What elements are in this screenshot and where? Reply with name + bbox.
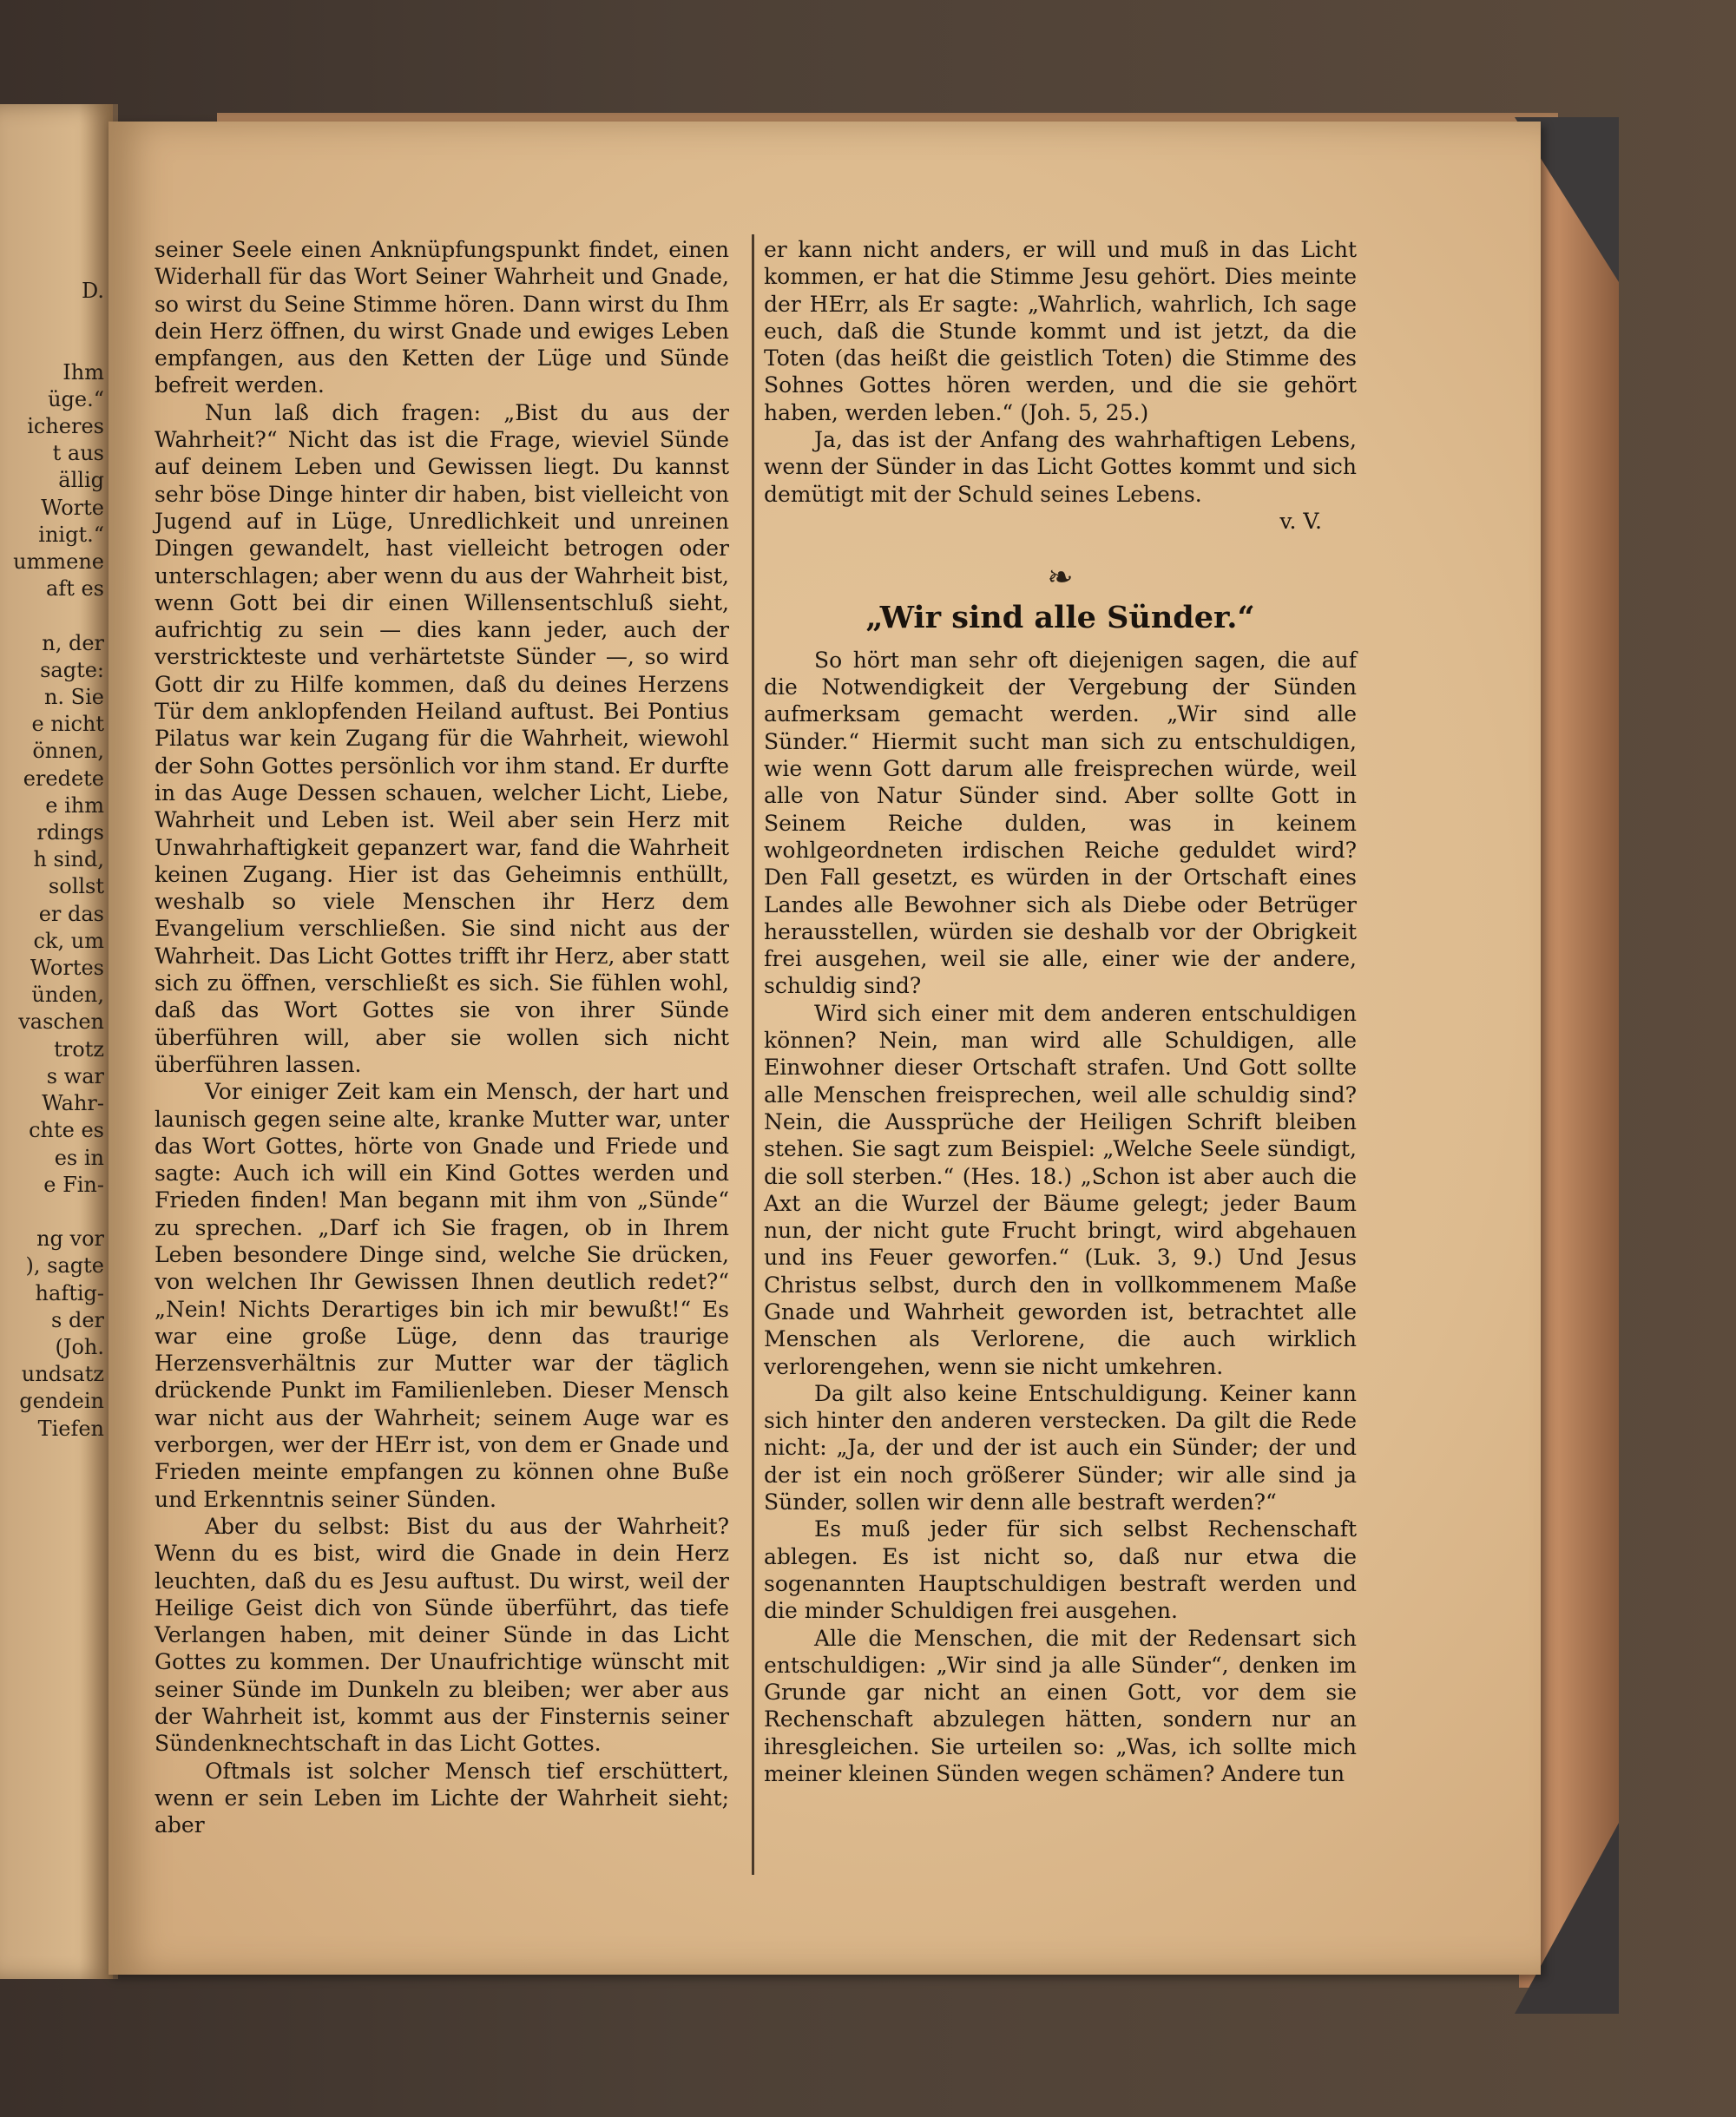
right-column-continuation — [764, 236, 1357, 508]
left-page-fragment: (Joh. — [55, 1334, 104, 1359]
right-text-column — [764, 236, 1357, 1787]
left-page-fragment: ällig — [58, 468, 104, 493]
left-page-fragment: aft es — [46, 576, 104, 602]
left-page-fragment: n. Sie — [43, 685, 104, 710]
paragraph: er kann nicht anders, er will und muß in das Licht kommen, er hat die Stimme Jesu gehört. Dies meinte der HErr, als Er sagte: „Wahrlich, wahrlich, Ich sage euch, daß die Stunde kommt und ist jetzt, da die Toten (das heißt die geistlich Toten) die Stimme des Sohnes Gottes hören werden, und die sie gehört haben, werden leben.“ (Joh. 5, 25.) — [764, 237, 1357, 425]
left-page-fragment: sagte: — [40, 657, 104, 682]
left-page-fragment: eredete — [23, 766, 104, 791]
left-page-fragment: trotz — [54, 1036, 104, 1062]
left-page-fragment: ng vor — [36, 1226, 104, 1252]
left-page-fragment: haftig- — [35, 1280, 104, 1305]
paragraph: seiner Seele einen Anknüpfungspunkt findet, einen Widerhall für das Wort Seiner Wahrheit und Gnade, so wirst du Seine Stimme hören. Dann wirst du Ihm dein Herz öffnen, du wirst Gnade und ewiges Leben empfangen, aus den Ketten der Lüge und Sünde befreit werden. — [155, 237, 729, 398]
left-page-fragment: s der — [51, 1307, 104, 1332]
left-page-fragment: s war — [46, 1063, 104, 1088]
left-page-fragment: e Fin- — [43, 1172, 104, 1197]
left-page-fragment: ), sagte — [25, 1253, 104, 1279]
left-page-fragment — [0, 1199, 104, 1226]
left-page-fragment: üge.“ — [48, 386, 104, 411]
paragraph: Wird sich einer mit dem anderen entschuldigen können? Nein, man wird alle Schuldigen, alle Einwohner dieser Ortschaft strafen. Und Gott sollte alle Menschen freisprechen, weil alle schuldig sind? Nein, die Aussprüche der Heiligen Schrift bleiben stehen. Sie sagt zum Beispiel: „Welche Seele sündigt, die soll sterben.“ (Hes. 18.) „Schon ist aber auch die Axt an die Wurzel der Bäume gelegt; jeder Baum nun, der nicht gute Frucht bringt, wird abgehauen und ins Feuer geworfen.“ (Luk. 3, 9.) Und Jesus Christus selbst, durch den in vollkommenem Maße Gnade und Wahrheit geworden ist, betrachtet alle Menschen als Verlorene, die auch wirklich verlorengehen, wenn sie nicht umkehren. — [764, 1000, 1357, 1379]
left-page-fragment: D. — [81, 279, 104, 303]
left-page-fragment: Wahr- — [42, 1091, 104, 1116]
left-page-fragment: sollst — [48, 874, 104, 899]
left-page-fragment: Ihm — [62, 359, 104, 385]
paragraph: Vor einiger Zeit kam ein Mensch, der hart und launisch gegen seine alte, kranke Mutter war, unter das Wort Gottes, hörte von Gnade und Friede und sagte: Auch ich will ein Kind Gottes werden und Frieden finden! Man begann mit ihm von „Sünde“ zu sprechen. „Darf ich Sie fragen, ob in Ihrem Leben besondere Dinge sind, welche Sie drücken, von welchen Ihr Gewissen Ihnen deutlich redet?“ „Nein! Nichts Derartiges bin ich mir bewußt!“ Es war eine große Lüge, denn das traurige Herzensverhältnis zur Mutter war der täglich drückende Punkt im Familienleben. Dieser Mensch war nicht aus der Wahrheit; seinem Auge war es verborgen, wer der HErr ist, von dem er Gnade und Frieden meinte empfangen zu können ohne Buße und Erkenntnis seiner Sünden. — [155, 1079, 729, 1512]
left-page-fragment: n, der — [42, 630, 104, 655]
left-page-fragment: inigt.“ — [38, 522, 104, 547]
left-page-fragment: önnen, — [32, 739, 104, 764]
author-signature: v. V. — [1279, 508, 1322, 534]
left-facing-page — [0, 104, 118, 1979]
left-page-fragment: ünden, — [31, 983, 104, 1008]
paragraph: Da gilt also keine Entschuldigung. Keiner kann sich hinter den anderen verstecken. Da gilt die Rede nicht: „Ja, der und der ist auch ein Sünder; der und der ist ein noch größerer Sünder; wir alle sind ja Sünder, sollen wir denn alle bestraft werden?“ — [764, 1380, 1357, 1515]
paragraph: Alle die Menschen, die mit der Redensart sich entschuldigen: „Wir sind ja alle Sünder“, denken im Grunde gar nicht an einen Gott, vor dem sie Rechenschaft abzulegen hätten, sondern nur an ihresgleichen. Sie urteilen so: „Was, ich sollte mich meiner kleinen Sünden wegen schämen? Andere tun — [764, 1625, 1357, 1787]
paragraph: Aber du selbst: Bist du aus der Wahrheit? Wenn du es bist, wird die Gnade in dein Herz leuchten, daß du es Jesu auftust. Du wirst, weil der Heilige Geist dich von Sünde überführt, das tiefe Verlangen haben, mit deiner Sünde in das Licht Gottes zu kommen. Der Unaufrichtige wünscht mit seiner Sünde im Dunkeln zu bleiben; wer aber aus der Wahrheit ist, kommt aus der Finsternis seiner Sündenknechtschaft in das Licht Gottes. — [155, 1513, 729, 1757]
ornament-divider-icon: ❧ — [1047, 560, 1074, 596]
column-divider — [752, 234, 754, 1875]
article-title: „Wir sind alle Sünder.“ — [865, 599, 1255, 635]
left-page-fragment — [0, 332, 104, 358]
left-page-fragment: chte es — [29, 1118, 104, 1143]
left-page-fragment: icheres — [27, 414, 104, 439]
left-page-fragment: Wortes — [30, 956, 104, 981]
left-page-fragment: rdings — [36, 820, 104, 845]
paragraph: Ja, das ist der Anfang des wahrhaftigen Lebens, wenn der Sünder in das Licht Gottes kommt und sich demütigt mit der Schuld seines Lebens. — [764, 427, 1357, 507]
left-page-fragment: undsatz — [21, 1362, 104, 1387]
left-page-fragment: Tiefen — [37, 1416, 104, 1441]
left-page-fragment: ck, um — [33, 928, 104, 953]
left-text-column — [155, 236, 729, 1839]
left-page-fragment: t aus — [52, 441, 104, 466]
paragraph: Oftmals ist solcher Mensch tief erschüttert, wenn er sein Leben im Lichte der Wahrheit sieht; aber — [155, 1758, 729, 1838]
left-page-fragment: ummene — [13, 549, 104, 575]
left-page-fragment — [0, 305, 104, 332]
left-page-fragment: h sind, — [33, 847, 104, 872]
paragraph: Nun laß dich fragen: „Bist du aus der Wahrheit?“ Nicht das ist die Frage, wieviel Sünde auf deinem Leben und Gewissen liegt. Du kannst sehr böse Dinge hinter dir haben, bist vielleicht von Jugend auf in Lüge, Unredlichkeit und unreinen Dingen gewandelt, hast vielleicht betrogen oder unterschlagen; aber wenn du aus der Wahrheit bist, wenn Gott bei dir einen Willensentschluß sieht, aufrichtig zu sein — dies kann jeder, auch der verstrickteste und verhärtetste Sünder —, so wird Gott dir zu Hilfe kommen, daß du deines Herzens Tür dem anklopfenden Heiland auftust. Bei Pontius Pilatus war kein Zugang für die Wahrheit, wiewohl der Sohn Gottes persönlich vor ihm stand. Er durfte in das Auge Dessen schauen, welcher Licht, Liebe, Wahrheit und Leben ist. Weil aber sein Herz mit Unwahrhaftigkeit gepanzert war, fand die Wahrheit keinen Zugang. Hier ist das Geheimnis enthüllt, weshalb so viele Menschen ihr Herz dem Evangelium verschließen. Sie sind nicht aus der Wahrheit. Das Licht Gottes trifft ihr Herz, aber statt sich zu öffnen, verschließt es sich. Sie fühlen wohl, daß das Wort Gottes sie von ihrer Sünde überführen will, aber sie wollen sich nicht überführen lassen. — [155, 399, 729, 1077]
left-page-fragment: Worte — [41, 495, 104, 520]
left-page-text-fragments — [0, 278, 104, 1443]
paragraph: So hört man sehr oft diejenigen sagen, die auf die Notwendigkeit der Vergebung der Sünden aufmerksam gemacht werden. „Wir sind alle Sünder.“ Hiermit sucht man sich zu entschuldigen, wie wenn Gott darum alle freisprechen würde, weil alle von Natur Sünder sind. Aber sollte Gott in Seinem Reiche dulden, was in keinem wohlgeordneten irdischen Reiche geduldet wird? Den Fall gesetzt, es würden in der Ortschaft eines Landes alle Bewohner sich als Diebe oder Betrüger herausstellen, würden sie deshalb vor der Obrigkeit frei ausgehen, weil sie alle, einer wie der andere, schuldig sind? — [764, 647, 1357, 999]
paragraph: Es muß jeder für sich selbst Rechenschaft ablegen. Es ist nicht so, daß nur etwa die sogenannten Hauptschuldigen bestraft werden und die minder Schuldigen frei ausgehen. — [764, 1516, 1357, 1624]
left-page-fragment: vaschen — [18, 1009, 104, 1035]
left-page-fragment: es in — [54, 1145, 104, 1170]
left-page-fragment: er das — [38, 901, 104, 926]
left-page-fragment: e ihm — [45, 792, 104, 818]
left-page-fragment: gendein — [19, 1389, 104, 1414]
article-body — [764, 647, 1357, 1787]
left-page-fragment — [0, 602, 104, 629]
left-page-fragment: e nicht — [31, 712, 104, 737]
